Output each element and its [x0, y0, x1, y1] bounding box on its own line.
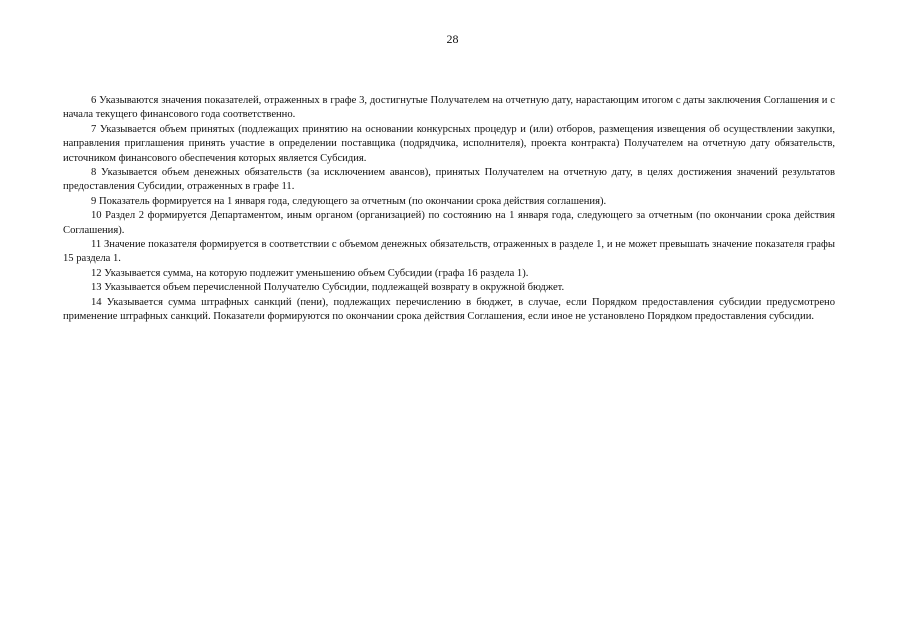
footnotes-list — [63, 94, 835, 325]
footnote-7: 7 Указывается объем принятых (подлежащих принятию на основании конкурсных процедур и (или) отборов, размещения извещения об осуществлении закупки, направления приглашения принять участие в определении поставщика (подрядчика, исполнителя), проекта контракта) Получателем на отчетную дату обязательств, источником финансового обеспечения которых является Субсидия. — [63, 123, 835, 164]
footnote-9: 9 Показатель формируется на 1 января года, следующего за отчетным (по окончании срока действия соглашения). — [91, 195, 607, 207]
footnote-6: 6 Указываются значения показателей, отраженных в графе 3, достигнутые Получателем на отчетную дату, нарастающим итогом с даты заключения Соглашения и с начала текущего финансового года соответственно. — [63, 95, 835, 121]
footnote-11: 11 Значение показателя формируется в соответствии с объемом денежных обязательств, отраженных в разделе 1, и не может превышать значение показателя графы 15 раздела 1. — [63, 239, 835, 265]
footnote-13: 13 Указывается объем перечисленной Получателю Субсидии, подлежащей возврату в окружной бюджет. — [91, 282, 565, 294]
footnote-12: 12 Указывается сумма, на которую подлежит уменьшению объем Субсидии (графа 16 раздела 1). — [91, 267, 529, 279]
footnote-8: 8 Указывается объем денежных обязательств (за исключением авансов), принятых Получателем на отчетную дату, в целях достижения значений результатов предоставления Субсидии, отраженных в графе 11. — [63, 167, 835, 193]
page-number: 28 — [446, 32, 459, 46]
footnote-10: 10 Раздел 2 формируется Департаментом, иным органом (организацией) по состоянию на 1 января года, следующего за отчетным (по окончании срока действия Соглашения). — [63, 210, 835, 236]
footnote-14: 14 Указывается сумма штрафных санкций (пени), подлежащих перечислению в бюджет, в случае, если Порядком предоставления субсидии предусмотрено применение штрафных санкций. Показатели формируются по окончании срока действия Соглашения, если иное не установлено Порядком предоставления субсидии. — [63, 296, 835, 323]
